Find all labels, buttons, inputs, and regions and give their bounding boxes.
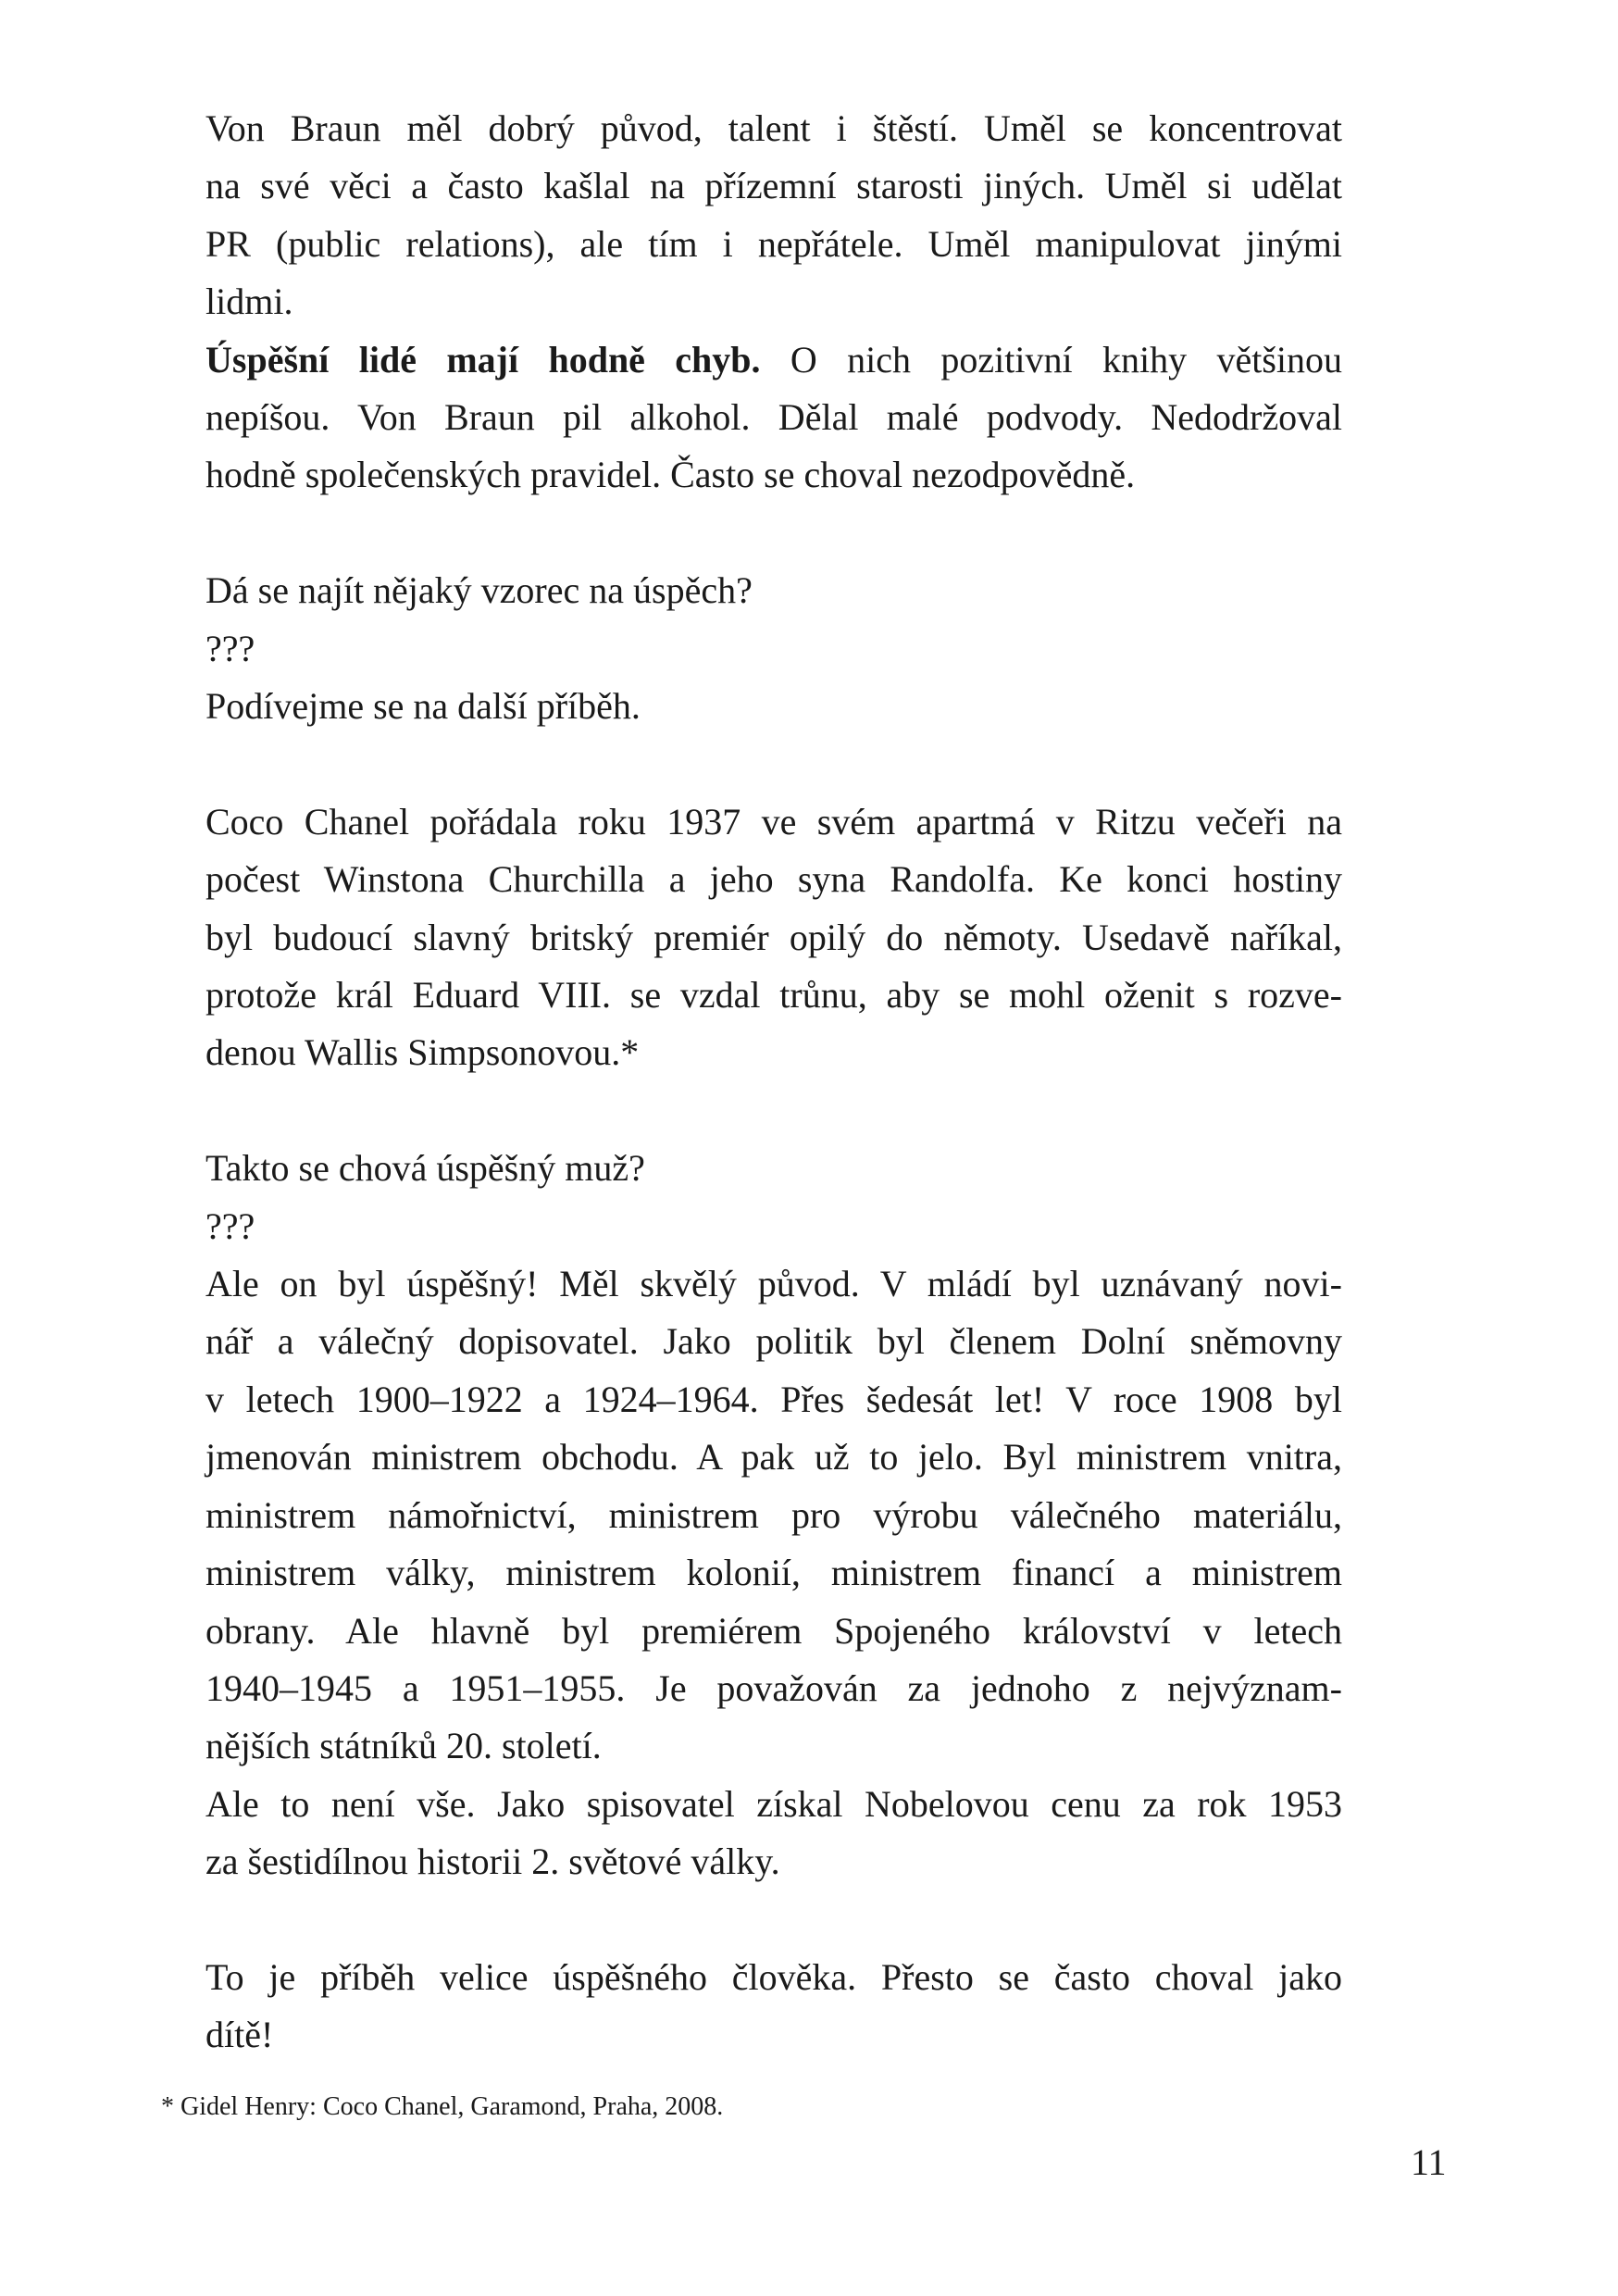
- text-line: 1940–1945 a 1951–1955. Je považován za jednoho z nejvýznam-: [205, 1666, 1342, 1709]
- paragraph-nobel-prize: [205, 1776, 1342, 1891]
- text-line: jmenován ministrem obchodu. A pak už to jelo. Byl ministrem vnitra,: [205, 1436, 1342, 1479]
- bold-emphasis: Úspěšní lidé mají hodně chyb.: [205, 338, 761, 381]
- page-number: 11: [1411, 2141, 1447, 2183]
- paragraph-pattern-question: [205, 562, 1342, 735]
- text-line: nář a válečný dopisovatel. Jako politik byl členem Dolní sněmovny: [205, 1320, 1342, 1363]
- text-line: Takto se chová úspěšný muž?: [205, 1147, 645, 1190]
- text-line: Coco Chanel pořádala roku 1937 ve svém apartmá v Ritzu večeři na: [205, 800, 1342, 842]
- document-body: [205, 100, 1342, 2065]
- paragraph-churchill-career: [205, 1255, 1342, 1776]
- paragraph-von-braun-origin: [205, 100, 1342, 331]
- text-line: byl budoucí slavný britský premiér opilý do němoty. Usedavě naříkal,: [205, 916, 1342, 958]
- paragraph-gap: [205, 1891, 1342, 1949]
- text-line: dítě!: [205, 2014, 274, 2056]
- text-line: nějších státníků 20. století.: [205, 1725, 602, 1767]
- line-text: O nich pozitivní knihy většinou: [760, 338, 1342, 381]
- text-line: ???: [205, 1204, 255, 1247]
- footnote: * Gidel Henry: Coco Chanel, Garamond, Praha, 2008.: [161, 2092, 724, 2121]
- text-line: Ale on byl úspěšný! Měl skvělý původ. V mládí byl uznávaný novi-: [205, 1263, 1342, 1305]
- text-line: [205, 100, 1342, 157]
- text-line: obrany. Ale hlavně byl premiérem Spojeného království v letech: [205, 1609, 1342, 1652]
- text-line: ministrem války, ministrem kolonií, ministrem financí a ministrem: [205, 1552, 1342, 1594]
- text-line: počest Winstona Churchilla a jeho syna Randolfa. Ke konci hostiny: [205, 858, 1342, 901]
- text-line: ???: [205, 627, 255, 669]
- paragraph-conclusion: [205, 1949, 1342, 2065]
- text-line: ministrem námořnictví, ministrem pro výrobu válečného materiálu,: [205, 1493, 1342, 1536]
- text-line: [205, 331, 1342, 389]
- text-line: za šestidílnou historii 2. světové války.: [205, 1841, 780, 1883]
- text-line: Dá se najít nějaký vzorec na úspěch?: [205, 569, 753, 612]
- text-line: hodně společenských pravidel. Často se choval nezodpovědně.: [205, 454, 1136, 496]
- text-line: Ale to není vše. Jako spisovatel získal Nobelovou cenu za rok 1953: [205, 1782, 1342, 1825]
- text-line: lidmi.: [205, 281, 293, 323]
- text-line: Podívejme se na další příběh.: [205, 685, 641, 728]
- text-line: na své věci a často kašlal na přízemní starosti jiných. Uměl si udělat: [205, 165, 1342, 207]
- paragraph-coco-chanel: [205, 793, 1342, 1082]
- text-line: protože král Eduard VIII. se vzdal trůnu, aby se mohl oženit s rozve-: [205, 974, 1342, 1017]
- text-line: nepíšou. Von Braun pil alkohol. Dělal malé podvody. Nedodržoval: [205, 396, 1342, 439]
- text-line: To je příběh velice úspěšného člověka. Přesto se často choval jako: [205, 1955, 1342, 1998]
- text-line: PR (public relations), ale tím i nepřátele. Uměl manipulovat jinými: [205, 222, 1342, 265]
- paragraph-gap: [205, 505, 1342, 562]
- line-text: Von Braun měl dobrý původ, talent i štěstí. Uměl se koncentrovat: [205, 107, 1342, 149]
- text-line: denou Wallis Simpsonovou.*: [205, 1031, 640, 1074]
- paragraph-successful-people: [205, 331, 1342, 505]
- text-line: v letech 1900–1922 a 1924–1964. Přes šedesát let! V roce 1908 byl: [205, 1378, 1342, 1420]
- paragraph-successful-man-question: [205, 1140, 1342, 1255]
- paragraph-gap: [205, 1082, 1342, 1140]
- paragraph-gap: [205, 735, 1342, 792]
